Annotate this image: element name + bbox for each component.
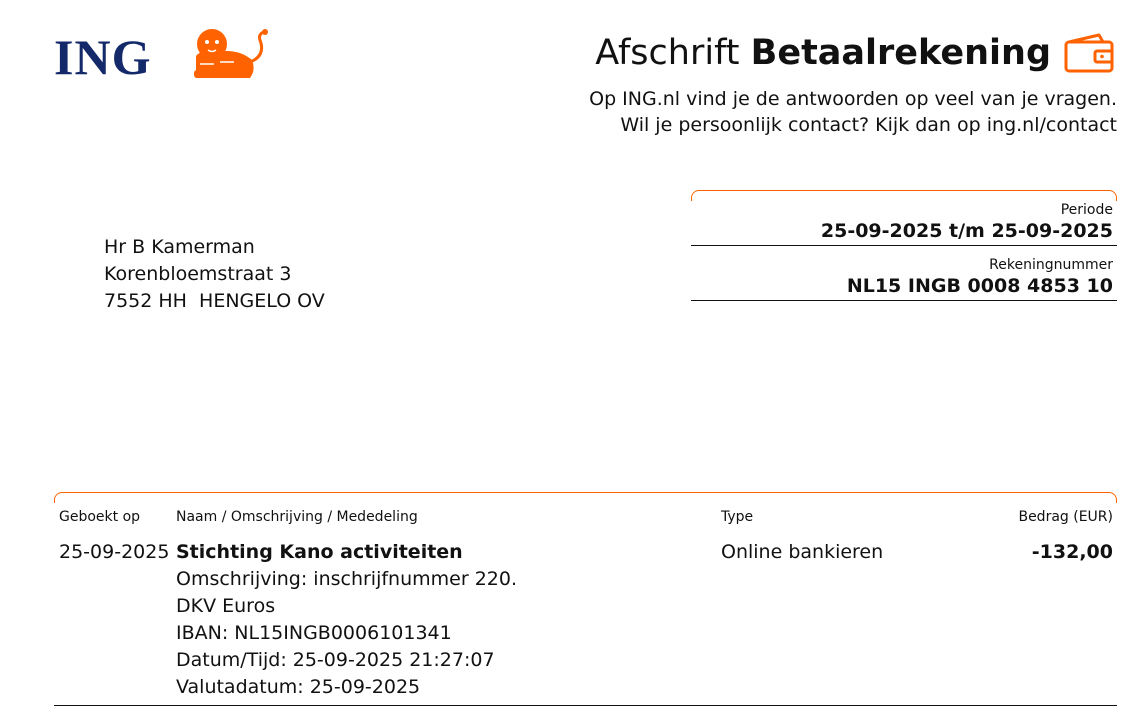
row-amount: -132,00: [1031, 541, 1113, 563]
row-date: 25-09-2025: [59, 541, 170, 563]
ing-logo-text: ING: [54, 29, 152, 85]
recipient-address: [104, 234, 325, 315]
help-text: [589, 86, 1117, 138]
row-description-line: Datum/Tijd: 25-09-2025 21:27:07: [176, 649, 495, 671]
transactions-table: [54, 492, 1117, 698]
header-type: Type: [721, 509, 754, 525]
statement-title: [595, 32, 1051, 74]
recipient-street: Korenbloemstraat 3: [104, 263, 292, 285]
table-bottom-rule: [54, 705, 1117, 706]
lion-icon: [186, 26, 274, 82]
row-description-line: DKV Euros: [176, 595, 276, 617]
account-number-label: Rekeningnummer: [989, 257, 1113, 273]
recipient-city: 7552 HH HENGELO OV: [104, 290, 325, 312]
title-prefix: Afschrift: [595, 33, 740, 73]
header-booked-on: Geboekt op: [59, 509, 141, 525]
row-description-line: IBAN: NL15INGB0006101341: [176, 622, 452, 644]
recipient-name: Hr B Kamerman: [104, 236, 255, 258]
row-type: Online bankieren: [721, 541, 884, 563]
period-value: 25-09-2025 t/m 25-09-2025: [691, 219, 1117, 246]
wallet-icon: [1063, 32, 1115, 74]
header-description: Naam / Omschrijving / Mededeling: [176, 509, 418, 525]
help-line-1: Op ING.nl vind je de antwoorden op veel van je vragen.: [589, 88, 1117, 110]
row-counterparty-name: Stichting Kano activiteiten: [176, 541, 463, 563]
row-description-line: Valutadatum: 25-09-2025: [176, 676, 421, 698]
info-box-border: [691, 190, 1117, 201]
table-border: [54, 492, 1117, 503]
account-number-value: NL15 INGB 0008 4853 10: [691, 274, 1117, 301]
title-main: Betaalrekening: [750, 33, 1051, 73]
row-description: [176, 539, 517, 701]
header-amount: Bedrag (EUR): [1018, 509, 1113, 525]
row-description-line: Omschrijving: inschrijfnummer 220.: [176, 568, 517, 590]
period-label: Periode: [1060, 202, 1113, 218]
account-info-box: [691, 190, 1117, 301]
help-line-2: Wil je persoonlijk contact? Kijk dan op ing.nl/contact: [620, 114, 1117, 136]
